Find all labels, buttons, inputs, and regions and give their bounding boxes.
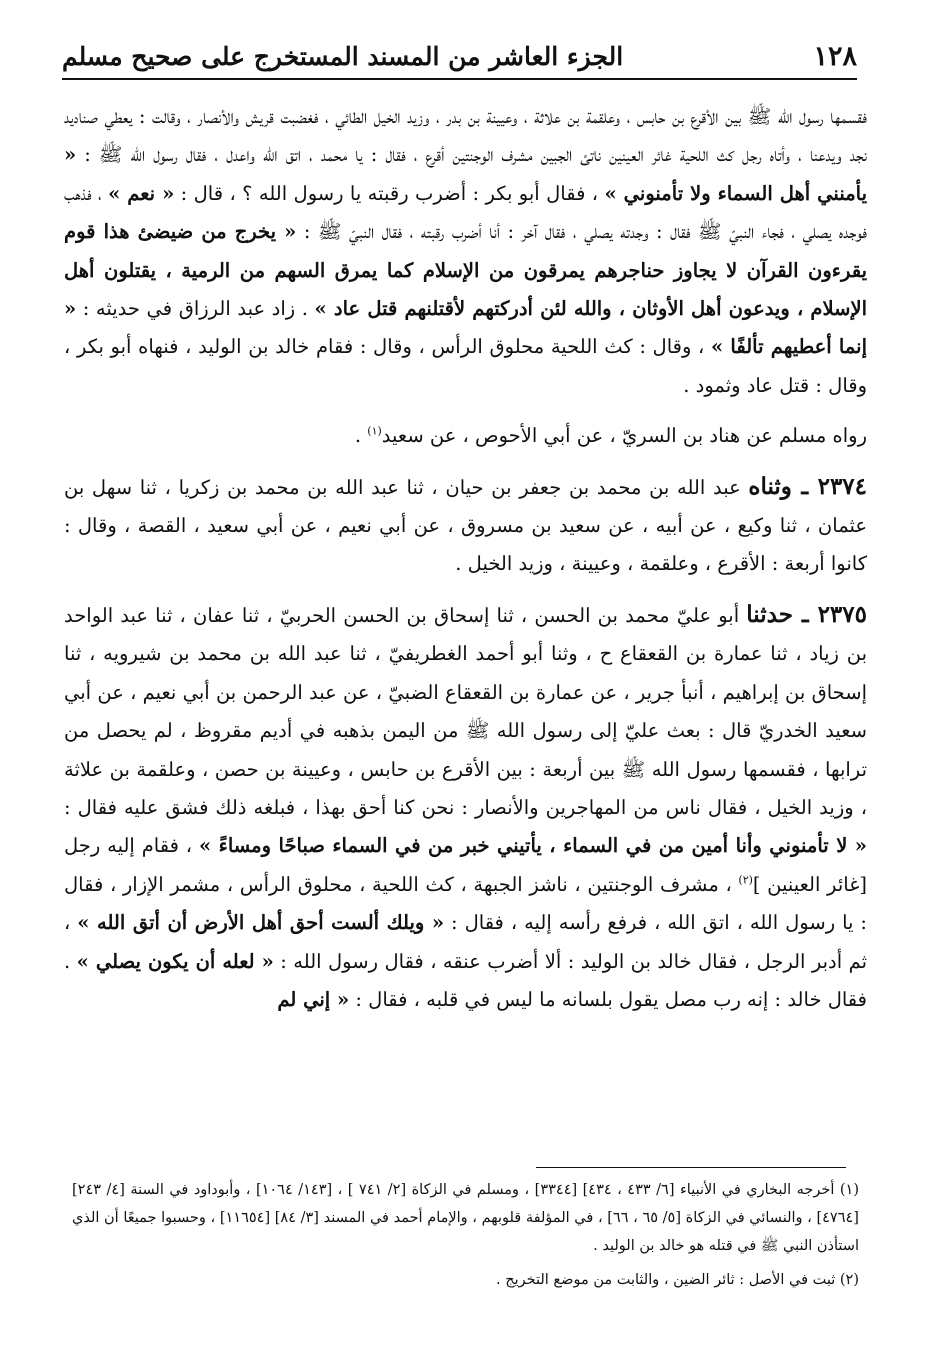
- quoted-text: « يخرج من ضيضئ هذا قوم يقرءون القرآن لا يجاوز حناجرهم يمرقون من الإسلام كما يمرق السهم من الرمية ، يقتلون أهل الإسلام ، ويدعون أهل الأوثان ، والله لئن أدركتهم لأقتلنهم قتل عاد »: [64, 220, 867, 321]
- text-run: رواه مسلم عن هناد بن السريّ ، عن أبي الأحوص ، عن سعيد: [381, 424, 867, 448]
- text-run: . زاد عبد الرزاق في حديثه :: [76, 297, 315, 321]
- body-text: [64, 98, 867, 1019]
- footnote-1: (١) أخرجه البخاري في الأنبياء [٦/ ٤٣٣ ، ٤٣٤] [٣٣٤٤] ، ومسلم في الزكاة [٢/ ٧٤١ ] ، [١٤٣/ ١٠٦٤] ، وأبوداود في السنة [٤/ ٢٤٣] [٤٧٦٤] ، والنسائي في الزكاة [٥/ ٦٥ ، ٦٦] ، في المؤلفة قلوبهم ، والإمام أحمد في المسند [٣/ ٨٤] [١١٦٥٤] ، وحسبوا جميعًا أن الذي استأذن النبي ﷺ في قتله هو خالد بن الوليد .: [72, 1182, 859, 1254]
- quoted-text: « ويلك ألست أحق أهل الأرض أن أتق الله »: [77, 911, 445, 935]
- quoted-text: « إنما أعطيهم تألفًا »: [64, 297, 867, 359]
- quoted-text: « إني لم: [277, 987, 350, 1011]
- text-run: ، فقال أبو بكر : أضرب رقبته يا رسول الله ؟ ، قال :: [174, 181, 605, 205]
- footnote-marker: (١): [367, 424, 382, 438]
- text-run: .: [354, 424, 368, 448]
- paragraph-attribution: [64, 417, 867, 455]
- page-header: [62, 34, 857, 80]
- text-run: عبد الله بن محمد بن جعفر بن حيان ، ثنا عبد الله بن محمد بن زكريا ، ثنا سهل بن عثمان ، ثنا وكيع ، عن أبيه ، عن سعيد بن مسروق ، عن أبي نعيم ، عن أبي سعيد ، القصة ، وقال : كانوا أربعة : الأقرع ، وعلقمة ، وعيينة ، وزيد الخيل .: [64, 475, 867, 576]
- running-title: الجزء العاشر من المسند المستخرج على صحيح مسلم: [62, 41, 624, 71]
- quoted-text: « يأمنني أهل السماء ولا تأمنوني »: [64, 143, 868, 205]
- text-run: ، فذهب فوجده يصلي ، فجاء النبيّ ﷺ فقال : وجدته يصلي ، فقال آخر : أنا أضرب رقبته ، فقال النبيّ ﷺ :: [64, 181, 868, 244]
- quoted-text: « نعم »: [108, 181, 175, 205]
- text-run: ، فقام إليه رجل [غائر العينين ]: [64, 834, 867, 896]
- paragraph-narration: [64, 98, 867, 405]
- quoted-text: « لا تأمنوني وأنا أمين من في السماء ، يأتيني خبر من في السماء صباحًا ومساءً »: [199, 834, 867, 858]
- text-run: أبو عليّ محمد بن الحسن ، ثنا إسحاق بن الحسن الحربيّ ، ثنا عفان ، ثنا عبد الواحد بن زياد ، ثنا عمارة بن القعقاع ح ، وثنا أبو أحمد الغطريفيّ ، ثنا عبد الله بن محمد بن شيرويه ، ثنا إسحاق بن إبراهيم ، أنبأ جرير ، عن عمارة بن القعقاع الضبيّ ، عن عبد الرحمن بن أبي نعيم ، عن أبي سعيد الخدريّ قال : بعث عليّ إلى رسول الله ﷺ من اليمن بذهبه في أديم مقروظ ، لم يحصل من ترابها ، فقسمها رسول الله ﷺ بين أربعة : بين الأقرع بن حابس ، وعيينة بن حصن ، وعلقمة بن علاثة ، وزيد الخيل ، فقال ناس من المهاجرين والأنصار : نحن كنا أحق بهذا ، فبلغه ذلك فشق عليه فقال :: [64, 603, 867, 819]
- footnote-separator: [536, 1167, 846, 1168]
- paragraph-hadith-2375: [64, 596, 867, 1019]
- footnotes: [72, 1176, 859, 1294]
- page-number: ١٢٨: [813, 40, 857, 72]
- text-run: ، مشرف الوجنتين ، ناشز الجبهة ، كث اللحية ، محلوق الرأس ، مشمر الإزار ، فقال : يا رسول الله ، اتق الله ، فرفع رأسه إليه ، فقال :: [64, 872, 867, 935]
- footnote-marker: (٢): [738, 873, 753, 887]
- quoted-text: « لعله أن يكون يصلي »: [76, 949, 274, 973]
- text-run: ، ثم أدبر الرجل ، فقال خالد بن الوليد : ألا أضرب عنقه ، فقال رسول الله :: [64, 911, 868, 973]
- text-run: ، وقال : كث اللحية محلوق الرأس ، وقال : فقام خالد بن الوليد ، فنهاه أبو بكر ، وقال : قتل عاد وثمود .: [64, 335, 867, 397]
- text-run: فقسمها رسول الله ﷺ بين الأقرع بن حابس ، وعلقمة بن علاثة ، وعيينة بن بدر ، وزيد الخيل الطائي ، فغضبت قريش والأنصار ، وقالت : يعطي صناديد نجد ويدعنا ، وأتاه رجل كث اللحية غائر العينين ناتئ الجبين مشرف الوجنتين أقرع ، فقال : يا محمد ، اتق الله واعدل ، فقال رسول الله ﷺ :: [64, 105, 867, 167]
- text-run: . فقال خالد : إنه رب مصل يقول بلسانه ما ليس في قلبه ، فقال :: [64, 949, 867, 1011]
- hadith-number: ٢٣٧٤ ـ وثناه: [748, 472, 868, 500]
- footnote-2: (٢) ثبت في الأصل : ثائر الضين ، والثابت من موضع التخريج .: [496, 1272, 859, 1288]
- hadith-number: ٢٣٧٥ ـ حدثنا: [746, 600, 867, 628]
- paragraph-hadith-2374: [64, 468, 867, 584]
